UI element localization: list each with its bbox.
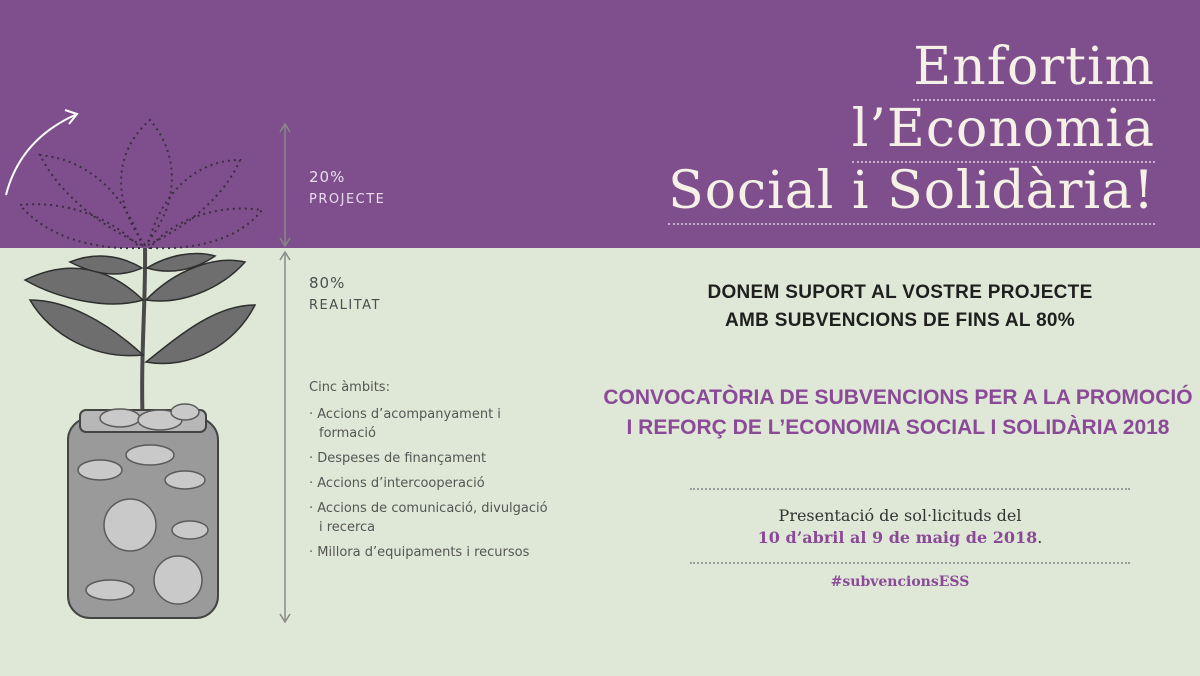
dotted-divider-top (690, 488, 1130, 490)
headline-line-2: l’Economia (852, 99, 1155, 163)
call-line-1: CONVOCATÒRIA DE SUBVENCIONS PER A LA PROMOCIÓ (603, 386, 1193, 409)
project-share-label: PROJECTE (309, 192, 386, 207)
support-line-1: DONEM SUPORT AL VOSTRE PROJECTE (707, 282, 1093, 303)
project-share-percent: 20% (309, 168, 346, 186)
project-share (309, 168, 385, 207)
areas-title: Cinc àmbits: (309, 380, 390, 395)
area-item: · Despeses de finançament (309, 451, 487, 466)
support-message (650, 279, 1150, 335)
headline-line-1: Enfortim (913, 37, 1155, 101)
dotted-divider-bottom (690, 562, 1130, 564)
call-for-grants-title (598, 383, 1198, 443)
areas-list (309, 380, 549, 568)
area-item: · Accions de comunicació, divulgació i recerca (309, 501, 548, 535)
area-item: · Accions d’acompanyament i formació (309, 407, 501, 441)
submission-period (650, 505, 1150, 549)
submission-dates: 10 d’abril al 9 de maig de 2018 (757, 528, 1038, 547)
submission-period-end: . (1037, 528, 1043, 547)
reality-share-label: REALITAT (309, 298, 381, 313)
headline-line-3: Social i Solidària! (668, 161, 1155, 225)
main-headline (595, 36, 1155, 222)
hashtag: #subvencionsESS (830, 574, 970, 590)
submission-intro: Presentació de sol·licituds del (778, 506, 1022, 525)
reality-share (309, 274, 381, 313)
area-item: · Accions d’intercooperació (309, 476, 485, 491)
reality-share-percent: 80% (309, 274, 346, 292)
area-item: · Millora d’equipaments i recursos (309, 545, 530, 560)
call-line-2: I REFORÇ DE L’ECONOMIA SOCIAL I SOLIDÀRIA 2018 (626, 416, 1170, 439)
plant-in-coin-jar-illustration (0, 0, 560, 676)
support-line-2: AMB SUBVENCIONS DE FINS AL 80% (725, 310, 1075, 331)
